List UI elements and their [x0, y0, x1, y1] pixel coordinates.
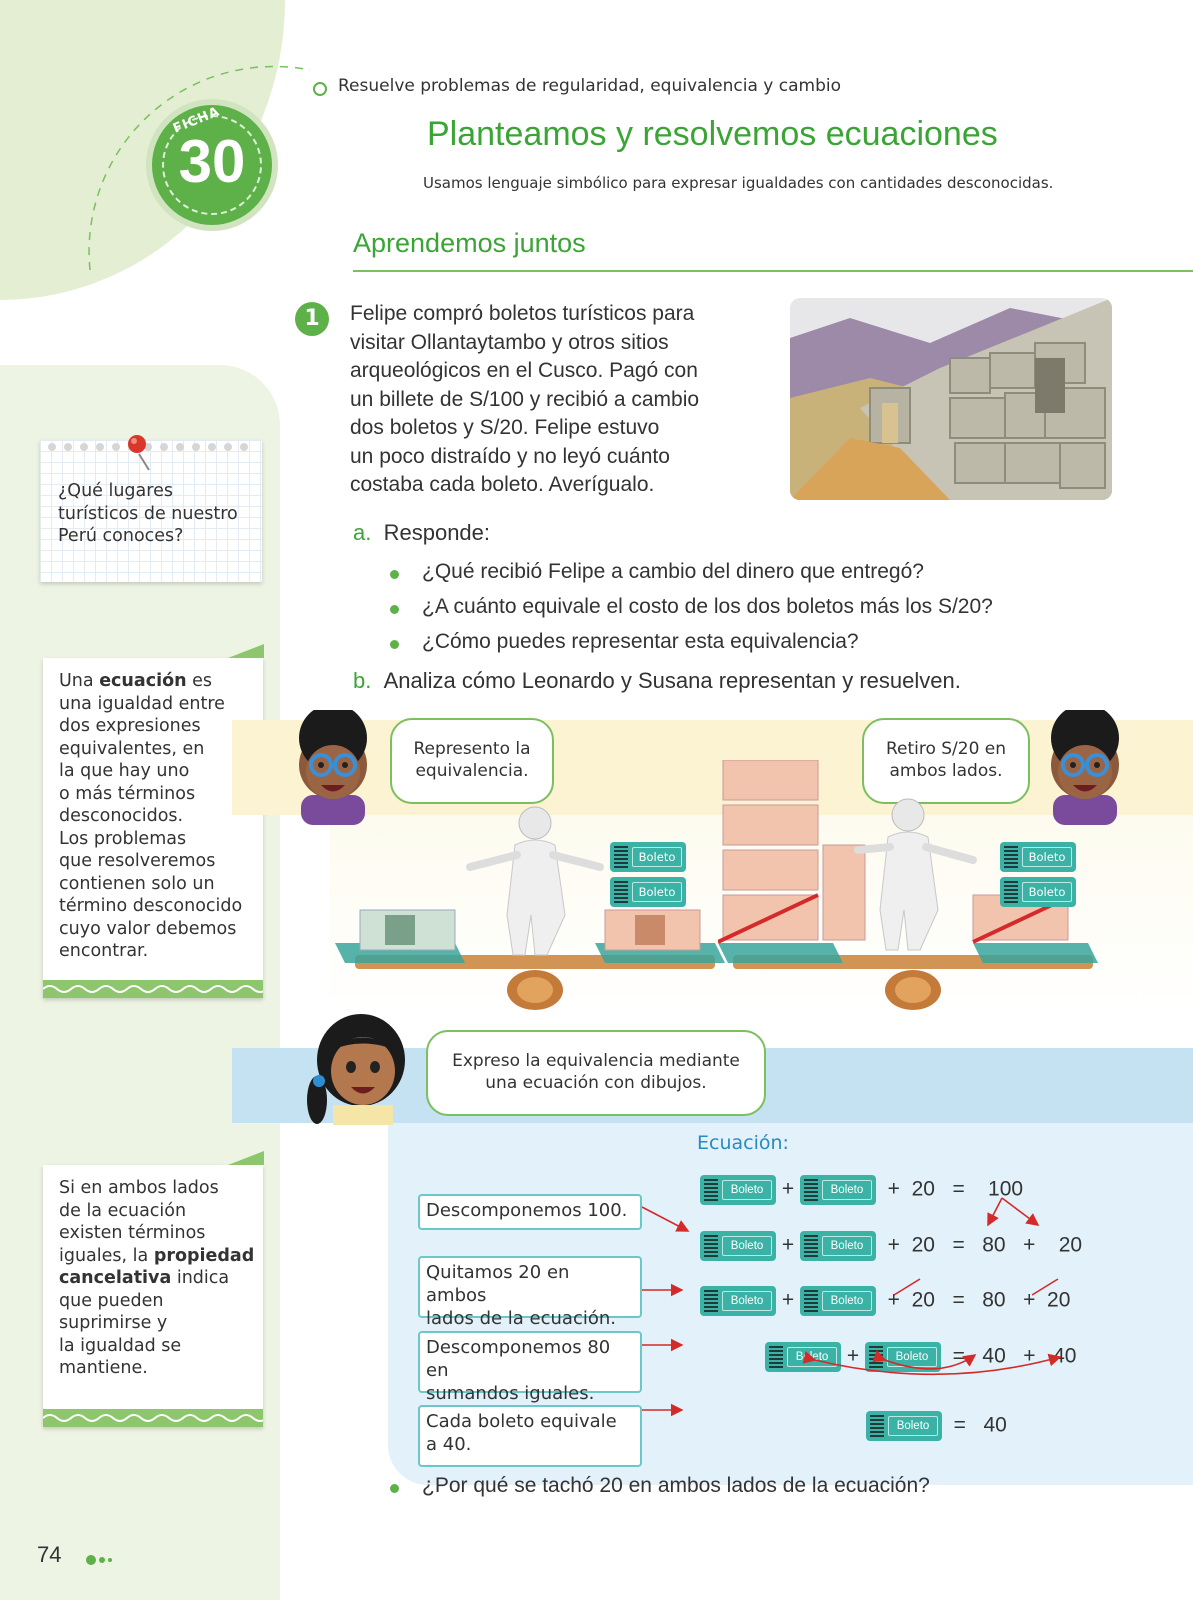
problem-text: Felipe compró boletos turísticos para visitar Ollantaytambo y otros sitios arqueológicos en el Cusco. Pagó con un billete de S/100 y recibió a cambio dos boletos y S/20. Felipe estuvo un poco distraído y no leyó cuánto costaba cada boleto. Averígualo. — [350, 302, 700, 496]
wave-decoration — [43, 1409, 263, 1427]
ticket-icon: Boleto — [800, 1175, 876, 1205]
speech-bubble-susana: Expreso la equivalencia mediante una ecuación con dibujos. — [426, 1030, 766, 1116]
page-number: 74 — [37, 1542, 62, 1567]
competencia-text: Resuelve problemas de regularidad, equivalencia y cambio — [338, 76, 841, 96]
speech-bubble-left: Represento la equivalencia. — [390, 718, 554, 804]
balance-scale-left — [335, 805, 735, 1010]
step-box-2: Quitamos 20 en ambos lados de la ecuación. — [418, 1256, 642, 1318]
wave-decoration — [43, 980, 263, 998]
susana-character — [303, 1005, 418, 1125]
section-title: Aprendemos juntos — [353, 228, 586, 258]
ticket-icon: Boleto — [700, 1231, 776, 1261]
equation-row-5: Boleto = 40 — [866, 1411, 1007, 1441]
ticket-icon: Boleto — [610, 842, 686, 872]
ticket-icon: Boleto — [1000, 877, 1076, 907]
page-title: Planteamos y resolvemos ecuaciones — [427, 115, 998, 153]
ficha-badge — [152, 105, 272, 225]
equation-arrows — [640, 1195, 1080, 1445]
note-ecuacion-definition: Una ecuación es una igualdad entre dos expresiones equivalentes, en la que hay uno o más términos desconocidos. Los problemas que resolveremos contienen solo un término desconocido cuyo valor debemos encontrar. — [43, 658, 263, 998]
ticket-icon: Boleto — [865, 1342, 941, 1372]
equation-row-3: Boleto + Boleto + 20 = 80 + 20 — [700, 1286, 1070, 1316]
part-b-heading: b. Analiza cómo Leonardo y Susana representan y resuelven. — [353, 668, 961, 693]
ficha-number: 30 — [178, 128, 246, 195]
equation-heading: Ecuación: — [697, 1132, 789, 1154]
ficha-label: FICHA — [170, 104, 223, 137]
ticket-icon: Boleto — [866, 1411, 942, 1441]
ticket-icon: Boleto — [800, 1286, 876, 1316]
step-box-1: Descomponemos 100. — [418, 1194, 642, 1230]
note-question: ¿Qué lugares turísticos de nuestro Perú conoces? — [40, 440, 262, 582]
speech-bubble-right: Retiro S/20 en ambos lados. — [862, 718, 1030, 804]
ticket-icon: Boleto — [800, 1231, 876, 1261]
equation-row-4: Boleto + Boleto = 40 + 40 — [765, 1342, 1076, 1372]
part-a-heading: a. Responde: — [353, 520, 491, 545]
pushpin-icon — [125, 432, 165, 476]
note-propiedad-cancelativa: Si en ambos lados de la ecuación existen términos iguales, la propiedad cancelativa indica que pueden suprimirse y la igualdad se mantiene. — [43, 1165, 263, 1427]
competencia-bullet-icon — [313, 82, 327, 96]
ticket-icon: Boleto — [765, 1342, 841, 1372]
step-box-4: Cada boleto equivale a 40. — [418, 1405, 642, 1467]
equation-row-1: Boleto + Boleto + 20 = 100 — [700, 1175, 1023, 1205]
ticket-icon: Boleto — [1000, 842, 1076, 872]
page-dots-icon — [85, 1553, 115, 1567]
step-box-3: Descomponemos 80 en sumandos iguales. — [418, 1331, 642, 1393]
ticket-icon: Boleto — [700, 1175, 776, 1205]
ticket-icon: Boleto — [610, 877, 686, 907]
ticket-icon: Boleto — [700, 1286, 776, 1316]
ollantaytambo-illustration — [790, 298, 1112, 500]
page-subtitle: Usamos lenguaje simbólico para expresar igualdades con cantidades desconocidas. — [423, 174, 1054, 192]
equation-row-2: Boleto + Boleto + 20 = 80 + 20 — [700, 1231, 1082, 1261]
section-divider — [353, 270, 1193, 272]
problem-number-badge: 1 — [295, 302, 329, 336]
